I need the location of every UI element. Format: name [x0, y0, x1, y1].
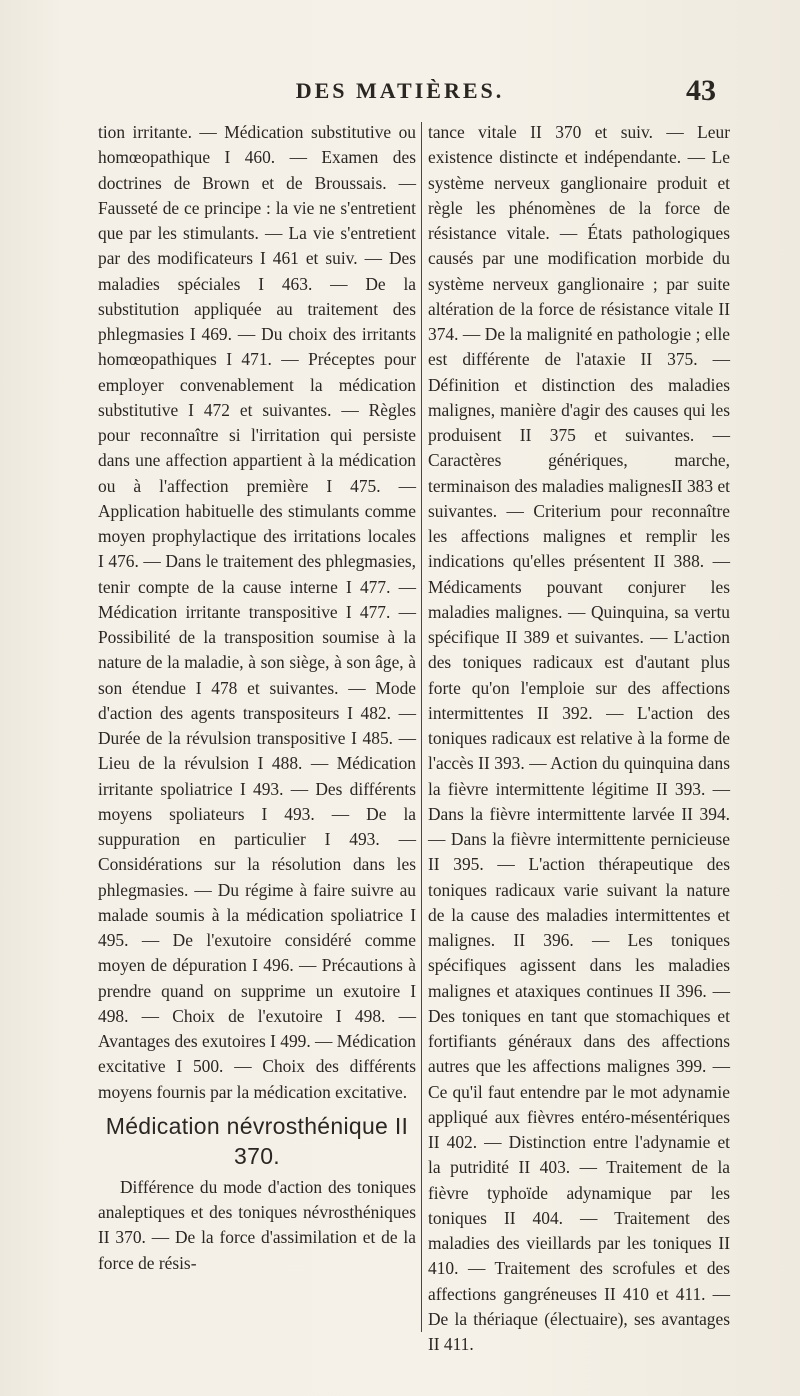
section-heading-line: 370.: [234, 1142, 280, 1169]
left-column: [98, 120, 416, 1276]
page-number: 43: [686, 74, 716, 107]
section-heading: [98, 1111, 416, 1171]
index-entry-paragraph: tion irritante. — Médication substitutive ou homœopathique I 460. — Examen des doctrines de Brown et de Broussais. — Fausseté de ce principe : la vie ne s'entretient que par les stimulants. — La vie s'entretient par des modificateurs I 461 et suiv. — Des maladies spéciales I 463. — De la substitution appliquée au traitement des phlegmasies I 469. — Du choix des irritants homœopathiques I 471. — Préceptes pour employer convenablement la médication substitutive I 472 et suivantes. — Règles pour reconnaître si l'irritation qui persiste dans une affection appartient à la médication ou à l'affection première I 475. — Application habituelle des stimulants comme moyen prophylactique des irritations locales I 476. — Dans le traitement des phlegmasies, tenir compte de la cause interne I 477. — Médication irritante transpositive I 477. — Possibilité de la transposition soumise à la nature de la maladie, à son siège, à son âge, à son étendue I 478 et suivantes. — Mode d'action des agents transpositeurs I 482. — Durée de la révulsion transpositive I 485. — Lieu de la révulsion I 488. — Médication irritante spoliatrice I 493. — Des différents moyens spoliateurs I 493. — De la suppuration en particulier I 493. — Considérations sur la résolution dans les phlegmasies. — Du régime à faire suivre au malade soumis à la médication spoliatrice I 495. — De l'exutoire considéré comme moyen de dépuration I 496. — Précautions à prendre quand on supprime un exutoire I 498. — Choix de l'exutoire I 498. — Avantages des exutoires I 499. — Médication excitative I 500. — Choix des différents moyens fournis par la médication excitative.: [98, 122, 416, 1102]
index-entry-paragraph: tance vitale II 370 et suiv. — Leur existence distincte et indépendante. — Le système nerveux ganglionaire produit et règle les phénomènes de la force de résistance vitale. — États pathologiques causés par une modification morbide du système nerveux ganglionaire ; par suite altération de la force de résistance vitale II 374. — De la malignité en pathologie ; elle est différente de l'ataxie II 375. — Définition et distinction des maladies malignes, manière d'agir des causes qui les produisent II 375 et suivantes. — Caractères génériques, marche, terminaison des maladies malignesII 383 et suivantes. — Criterium pour reconnaître les affections malignes et remplir les indications qu'elles présentent II 388. — Médicaments pouvant conjurer les maladies malignes. — Quinquina, sa vertu spécifique II 389 et suivantes. — L'action des toniques radicaux est d'autant plus forte qu'on l'emploie sur des affections intermittentes II 392. — L'action des toniques radicaux est relative à la forme de l'accès II 393. — Action du quinquina dans la fièvre intermittente légitime II 393. — Dans la fièvre intermittente larvée II 394. — Dans la fièvre intermittente pernicieuse II 395. — L'action thérapeutique des toniques radicaux varie suivant la nature de la cause des maladies intermittentes et malignes. II 396. — Les toniques spécifiques agissent dans les maladies malignes et ataxiques continues II 396. — Des toniques en tant que stomachiques et fortifiants généraux dans des affections autres que les affections malignes 399. — Ce qu'il faut entendre par le mot adynamie appliqué aux fièvres entéro-mésentériques II 402. — Distinction entre l'adynamie et la putridité II 403. — Traitement de la fièvre typhoïde adynamique par les toniques II 404. — Traitement des maladies des vieillards par les toniques II 410. — Traitement des scrofules et des affections gangréneuses II 410 et 411. — De la thériaque (électuaire), ses avantages II 411.: [428, 122, 730, 1354]
index-entry-paragraph: Différence du mode d'action des toniques analeptiques et des toniques névrosthéniques II 370. — De la force d'assimilation et de la force de résis-: [98, 1176, 416, 1273]
running-head: [0, 74, 800, 118]
right-column: [428, 120, 730, 1357]
column-divider: [421, 122, 422, 1332]
section-heading-line: Médication névrosthénique II: [105, 1112, 409, 1139]
running-title: DES MATIÈRES.: [295, 78, 505, 103]
